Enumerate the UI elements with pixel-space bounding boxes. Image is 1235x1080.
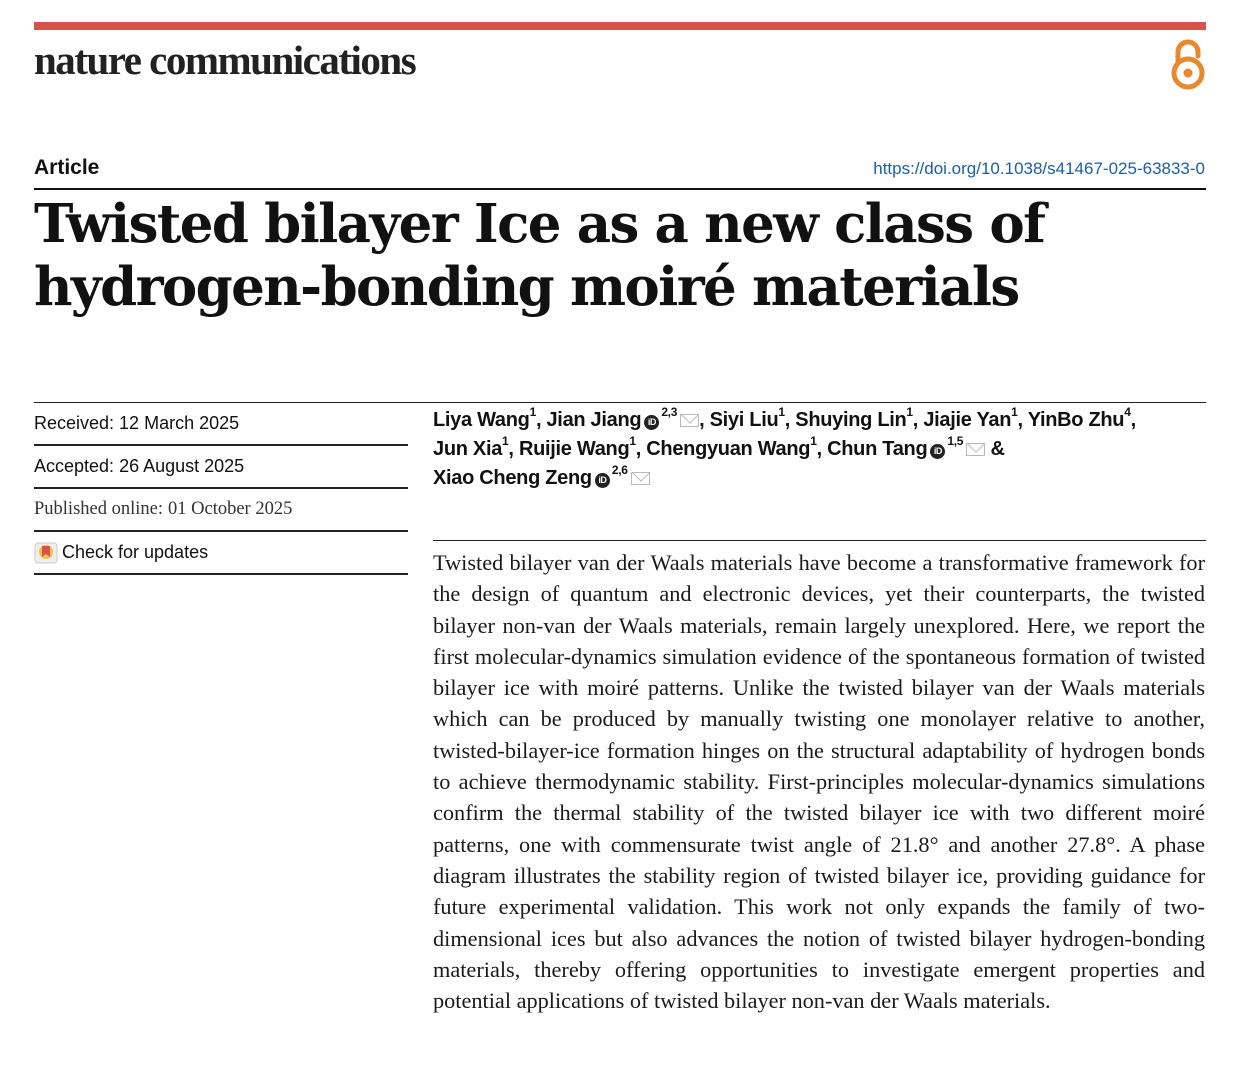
author-name[interactable]: Siyi Liu bbox=[709, 409, 779, 431]
author-affiliation: 1 bbox=[906, 405, 913, 420]
author-affiliation: 1 bbox=[502, 434, 509, 449]
author-name[interactable]: Shuying Lin bbox=[795, 409, 907, 431]
published-date: 01 October 2025 bbox=[168, 499, 293, 519]
author-name[interactable]: Jun Xia bbox=[433, 438, 503, 460]
author-list: Liya Wang$^1$, Jian Jiang iD$^{2,3}$ , Siyi Liu$^1$, Shuying Lin$^1$, Jiajie Yan$^1$, YinBo Zhu$^4$, Jun Xia$^1$, Ruijie Wang$^1$, Chengyuan Wang$^1$, Chun Tang iD$^{1,5}$ & Xiao Cheng Zeng iD$^{2,6}$ bbox=[433, 405, 1136, 489]
received-label: Received: bbox=[34, 413, 115, 433]
publication-history bbox=[34, 403, 408, 575]
author-affiliation: 1 bbox=[778, 405, 785, 420]
author-affiliation: 1 bbox=[629, 434, 636, 449]
mail-icon[interactable] bbox=[631, 472, 650, 485]
author-affiliation: 4 bbox=[1124, 405, 1131, 420]
check-for-updates-icon bbox=[34, 541, 58, 565]
accepted-date: 26 August 2025 bbox=[119, 456, 245, 476]
open-access-icon bbox=[1168, 36, 1208, 92]
author-name[interactable]: Liya Wang bbox=[433, 409, 530, 431]
title-line-2: hydrogen-bonding moiré materials bbox=[34, 256, 1019, 318]
author-name[interactable]: Chengyuan Wang bbox=[646, 438, 811, 460]
title-rule bbox=[34, 188, 1206, 190]
author-affiliation: 2,6 bbox=[611, 463, 628, 478]
abstract: Twisted bilayer van der Waals materials have become a transformative framework for the design of quantum and electronic devices, yet their counterparts, the twisted bilayer non-van der Waals materials, remain largely unexplored. Here, we report the first molecular-dynamics simulation evidence of the spontaneous formation of twisted bilayer ice with moiré patterns. Unlike the twisted bilayer van der Waals materials which can be produced by manually twisting one monolayer relative to another, twisted-bilayer-ice formation hinges on the structural adaptability of hydrogen bonds to achieve thermodynamic stability. First-principles molecular-dynamics simulations confirm the thermal stability of the twisted bilayer ice with two different moiré patterns, one with commensurate twist angle of 21.8° and another 27.8°. A phase diagram illustrates the stability region of twisted bilayer ice, providing guidance for future experimental validation. This work not only expands the family of two-dimensional ices but also advances the notion of twisted bilayer hydrogen-bonding materials, thereby offering opportunities to investigate emergent properties and potential applications of twisted bilayer non-van der Waals materials. bbox=[433, 550, 1205, 1014]
published-row bbox=[34, 489, 408, 532]
author-name[interactable]: Xiao Cheng Zeng bbox=[433, 467, 592, 489]
article-type: Article bbox=[34, 156, 100, 179]
author-affiliation: 1,5 bbox=[947, 434, 964, 449]
author-name[interactable]: YinBo Zhu bbox=[1027, 409, 1125, 431]
received-date: 12 March 2025 bbox=[119, 413, 240, 433]
author-affiliation: 2,3 bbox=[661, 405, 678, 420]
author-affiliation: 1 bbox=[1011, 405, 1018, 420]
received-row bbox=[34, 403, 408, 446]
accepted-row bbox=[34, 446, 408, 489]
orcid-icon[interactable]: iD bbox=[644, 415, 659, 430]
orcid-icon[interactable]: iD bbox=[930, 444, 945, 459]
journal-name[interactable]: nature communications bbox=[34, 37, 416, 83]
check-for-updates-label: Check for updates bbox=[62, 542, 209, 562]
accepted-label: Accepted: bbox=[34, 456, 115, 476]
author-name[interactable]: Ruijie Wang bbox=[518, 438, 630, 460]
mail-icon[interactable] bbox=[966, 443, 985, 456]
author-affiliation: 1 bbox=[810, 434, 817, 449]
orcid-icon[interactable]: iD bbox=[595, 473, 610, 488]
title-line-1: Twisted bilayer Ice as a new class of bbox=[34, 193, 1045, 255]
abstract-rule bbox=[433, 540, 1206, 541]
author-name[interactable]: Chun Tang bbox=[827, 438, 928, 460]
author-name[interactable]: Jiajie Yan bbox=[923, 409, 1012, 431]
published-label: Published online: bbox=[34, 499, 163, 519]
check-for-updates-button[interactable] bbox=[34, 532, 408, 575]
article-title bbox=[34, 193, 1134, 319]
author-affiliation: 1 bbox=[529, 405, 536, 420]
doi-link[interactable]: https://doi.org/10.1038/s41467-025-63833-0 bbox=[873, 159, 1205, 178]
header-accent-rule bbox=[34, 22, 1206, 30]
mail-icon[interactable] bbox=[680, 414, 699, 427]
author-name[interactable]: Jian Jiang bbox=[546, 409, 642, 431]
